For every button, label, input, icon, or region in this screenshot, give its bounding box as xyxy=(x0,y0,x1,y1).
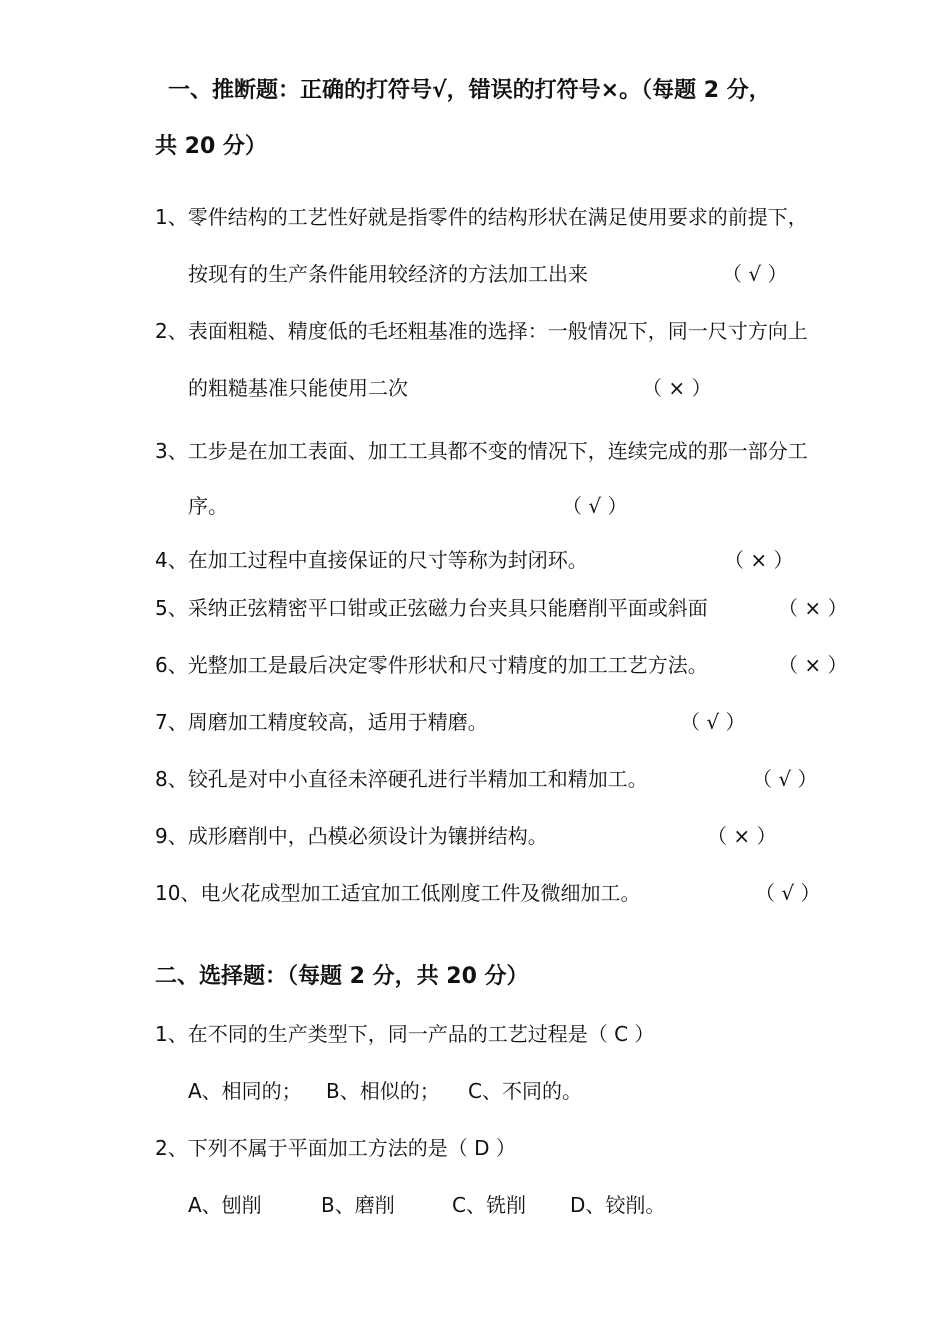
judgement-item-2-line2: 的粗糙基准只能使用二次 xyxy=(188,376,408,400)
choice-question-2-option-a: A、刨削 xyxy=(188,1193,262,1217)
judgement-item-7: 7、周磨加工精度较高，适用于精磨。 xyxy=(155,710,488,734)
judgement-item-4: 4、在加工过程中直接保证的尺寸等称为封闭环。 xyxy=(155,548,588,572)
judgement-item-6: 6、光整加工是最后决定零件形状和尺寸精度的加工工艺方法。 xyxy=(155,653,708,677)
judgement-item-8-answer: （ √ ） xyxy=(752,767,818,791)
judgement-item-5-answer: （ × ） xyxy=(778,596,848,620)
judgement-item-3-line1: 3、工步是在加工表面、加工工具都不变的情况下，连续完成的那一部分工 xyxy=(155,439,808,463)
judgement-item-8: 8、铰孔是对中小直径未淬硬孔进行半精加工和精加工。 xyxy=(155,767,648,791)
section1-heading-line2: 共 20 分） xyxy=(155,134,267,159)
judgement-item-1-line1: 1、零件结构的工艺性好就是指零件的结构形状在满足使用要求的前提下， xyxy=(155,205,808,229)
judgement-item-1-line2: 按现有的生产条件能用较经济的方法加工出来 xyxy=(188,262,588,286)
choice-question-2-option-b: B、磨削 xyxy=(321,1193,395,1217)
section1-heading-line1: 一、推断题：正确的打符号√，错误的打符号×。（每题 2 分， xyxy=(168,78,771,103)
choice-question-2-stem: 2、下列不属于平面加工方法的是（ D ） xyxy=(155,1136,516,1160)
judgement-item-4-answer: （ × ） xyxy=(724,548,794,572)
judgement-item-1-answer: （ √ ） xyxy=(722,262,788,286)
choice-question-1-option-a: A、相同的； xyxy=(188,1079,302,1103)
choice-question-1-stem: 1、在不同的生产类型下，同一产品的工艺过程是（ C ） xyxy=(155,1022,655,1046)
choice-question-2-option-c: C、铣削 xyxy=(452,1193,526,1217)
judgement-item-3-answer: （ √ ） xyxy=(562,494,628,518)
judgement-item-2-answer: （ × ） xyxy=(642,376,712,400)
choice-question-2-option-d: D、铰削。 xyxy=(570,1193,666,1217)
judgement-item-7-answer: （ √ ） xyxy=(680,710,746,734)
judgement-item-5: 5、采纳正弦精密平口钳或正弦磁力台夹具只能磨削平面或斜面 xyxy=(155,596,708,620)
judgement-item-6-answer: （ × ） xyxy=(778,653,848,677)
judgement-item-10: 10、电火花成型加工适宜加工低刚度工件及微细加工。 xyxy=(155,881,641,905)
judgement-item-2-line1: 2、表面粗糙、精度低的毛坯粗基准的选择：一般情况下，同一尺寸方向上 xyxy=(155,319,808,343)
section2-heading: 二、选择题：（每题 2 分，共 20 分） xyxy=(155,964,529,989)
judgement-item-10-answer: （ √ ） xyxy=(755,881,821,905)
judgement-item-3-line2: 序。 xyxy=(188,494,228,518)
choice-question-1-option-c: C、不同的。 xyxy=(468,1079,582,1103)
judgement-item-9-answer: （ × ） xyxy=(707,824,777,848)
choice-question-1-option-b: B、相似的； xyxy=(326,1079,440,1103)
judgement-item-9: 9、成形磨削中，凸模必须设计为镶拼结构。 xyxy=(155,824,548,848)
